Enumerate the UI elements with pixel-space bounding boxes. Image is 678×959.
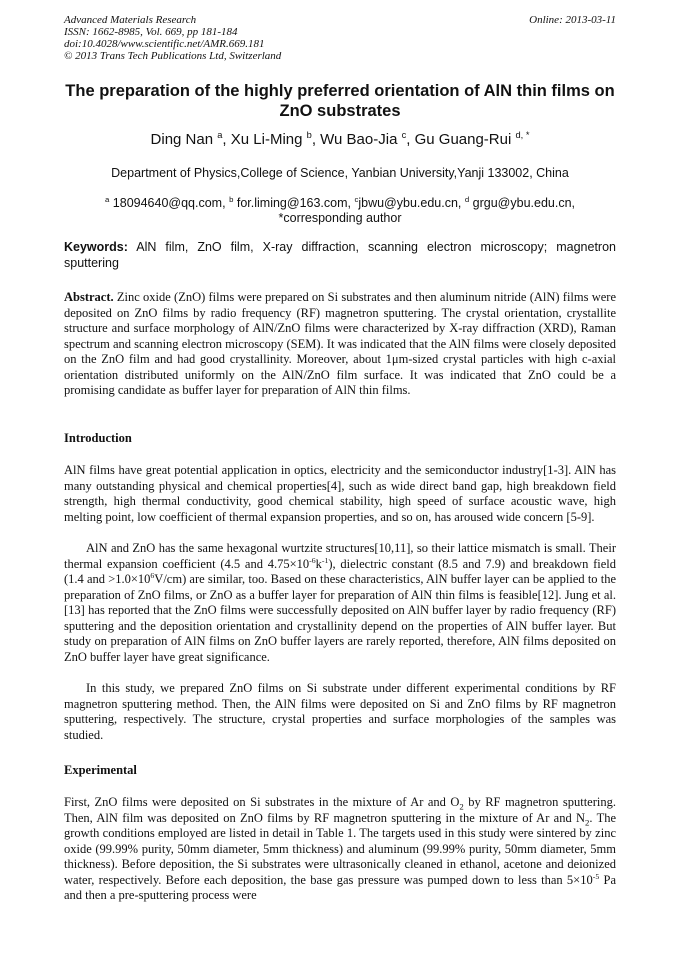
exponent: -6 xyxy=(309,555,316,565)
keywords xyxy=(64,240,616,271)
subscript: 2 xyxy=(585,817,590,827)
email-address: 18094640@qq.com, xyxy=(112,196,226,210)
author-name: Gu Guang-Rui xyxy=(414,131,512,148)
intro-p2-text: V/cm) are similar, too. Based on these characteristics, AlN buffer layer can be applied to the preparation of ZnO films, or ZnO as a buffer layer for preparation of AlN thin films is feasible[12]. Jung et al.[13] has reported that the ZnO films were successfully deposited on AlN buffer layer by radio frequency (RF) sputtering and the deposition orientation and crystallinity depend on the properties of AlN buffer layer. But study on preparation of AlN films on ZnO buffer layers are rarely reported, therefore, AlN films deposited on ZnO buffer layer have great significance. xyxy=(64,572,616,664)
email-sup: a xyxy=(105,194,110,204)
exp-p1-text: First, ZnO films were deposited on Si substrates in the mixture of Ar and O xyxy=(64,795,460,809)
exp-p1-text: by RF magnetron sputtering. Then, AlN film was deposited on ZnO films by RF magnetron sputtering in the mixture of Ar and N xyxy=(64,795,616,825)
author-name: Xu Li-Ming xyxy=(230,131,303,148)
exp-p1-text: . The growth conditions employed are listed in detail in Table 1. The targets used in this study were sintered by zinc oxide (99.99% purity, 50mm diameter, 5mm thickness) and aluminum (99.99% purity, 50mm diameter, 5mm thickness). Before deposition, the Si substrates were ultrasonically cleaned in ethanol, acetone and deionized water, respectively. Before each deposition, the base gas pressure was pumped down to less than 5×10 xyxy=(64,810,616,887)
online-date: Online: 2013-03-11 xyxy=(529,14,616,26)
email-sup: b xyxy=(229,194,234,204)
journal-doi: doi:10.4028/www.scientific.net/AMR.669.181 xyxy=(64,38,265,50)
corresponding-author-note: *corresponding author xyxy=(278,211,402,225)
email-address: jbwu@ybu.edu.cn, xyxy=(358,196,462,210)
keywords-text: AlN film, ZnO film, X-ray diffraction, scanning electron microscopy; magnetron sputtering xyxy=(64,240,616,270)
affiliation: Department of Physics,College of Science, Yanbian University,Yanji 133002, China xyxy=(111,166,569,180)
exponent: -1 xyxy=(321,555,329,565)
abstract-label: Abstract. xyxy=(64,290,114,304)
paper-title: The preparation of the highly preferred orientation of AlN thin films on ZnO substrates xyxy=(65,82,615,120)
journal-header xyxy=(64,14,616,62)
exp-p1-text: Pa and then a pre-sputtering process were xyxy=(64,872,616,902)
journal-issn: ISSN: 1662-8985, Vol. 669, pp 181-184 xyxy=(64,26,238,38)
author-name: Ding Nan xyxy=(150,131,214,148)
intro-paragraph-2 xyxy=(64,541,616,665)
experimental-heading: Experimental xyxy=(64,763,137,777)
experimental-paragraph-1 xyxy=(64,795,616,904)
author-sup: b xyxy=(306,130,312,140)
author-sup: a xyxy=(217,130,223,140)
author-name: Wu Bao-Jia xyxy=(320,131,398,148)
abstract-text: Zinc oxide (ZnO) films were prepared on Si substrates and then aluminum nitride (AlN) films were deposited on ZnO films by radio frequency (RF) magnetron sputtering. The crystal orientation, crystallite structure and surface morphology of AlN/ZnO films were characterized by X-ray diffraction (XRD), Raman spectrum and scanning electron microscopy (SEM). It was indicated that the AlN films were closely deposited on the ZnO film and had good crystallinity. Moreover, about 1μm-sized crystal particles with high c-axial orientation distributed uniformly on the AlN/ZnO film surface. It was indicated that ZnO could be a promising candidate as buffer layer for preparation of AlN thin films. xyxy=(64,290,617,397)
intro-paragraph-1: AlN films have great potential application in optics, electricity and the semiconductor industry[1-3]. AlN has many outstanding physical and chemical properties[4], such as wide direct band gap, high breakdown field strength, high thermal conductivity, good chemical stability, high speed of surface acoustic wave, high melting point, low coefficient of thermal expansion properties, and so on, has aroused wide concern [5-9]. xyxy=(64,463,616,524)
author-sup: c xyxy=(401,130,407,140)
author-emails xyxy=(64,196,616,226)
author-list: Ding Nan $^a$, Xu Li-Ming $^b$, Wu Bao-Jia $^c$, Gu Guang-Rui $^{d, *}$ xyxy=(150,130,530,148)
introduction-heading: Introduction xyxy=(64,431,132,445)
intro-p2-text: ), dielectric constant (8.5 and 7.9) and breakdown field (1.4 and >1.0×10 xyxy=(64,556,616,586)
keywords-label: Keywords: xyxy=(64,240,128,254)
abstract xyxy=(64,290,616,399)
email-sup: d xyxy=(464,194,470,204)
exponent: -5 xyxy=(592,871,600,881)
intro-paragraph-3: In this study, we prepared ZnO films on Si substrate under different experimental conditions by RF magnetron sputtering method. Then, the AlN films were deposited on Si and ZnO films by RF magnetron sputtering, respectively. The structure, crystal properties and surface morphologies of the samples was studied. xyxy=(64,681,616,742)
author-sup: d, * xyxy=(515,130,530,140)
email-address: grgu@ybu.edu.cn, xyxy=(472,196,575,210)
email-address: for.liming@163.com, xyxy=(236,196,351,210)
intro-p2-text: AlN and ZnO has the same hexagonal wurtzite structures[10,11], so their lattice mismatch is small. Their thermal expansion coefficient (4.5 and 4.75×10 xyxy=(64,541,616,571)
journal-copyright: © 2013 Trans Tech Publications Ltd, Switzerland xyxy=(64,50,282,62)
exponent: 6 xyxy=(150,570,155,580)
subscript: 2 xyxy=(459,801,464,812)
email-sup: c xyxy=(354,194,359,204)
journal-name: Advanced Materials Research xyxy=(64,14,197,26)
intro-p2-text: k xyxy=(315,556,322,571)
